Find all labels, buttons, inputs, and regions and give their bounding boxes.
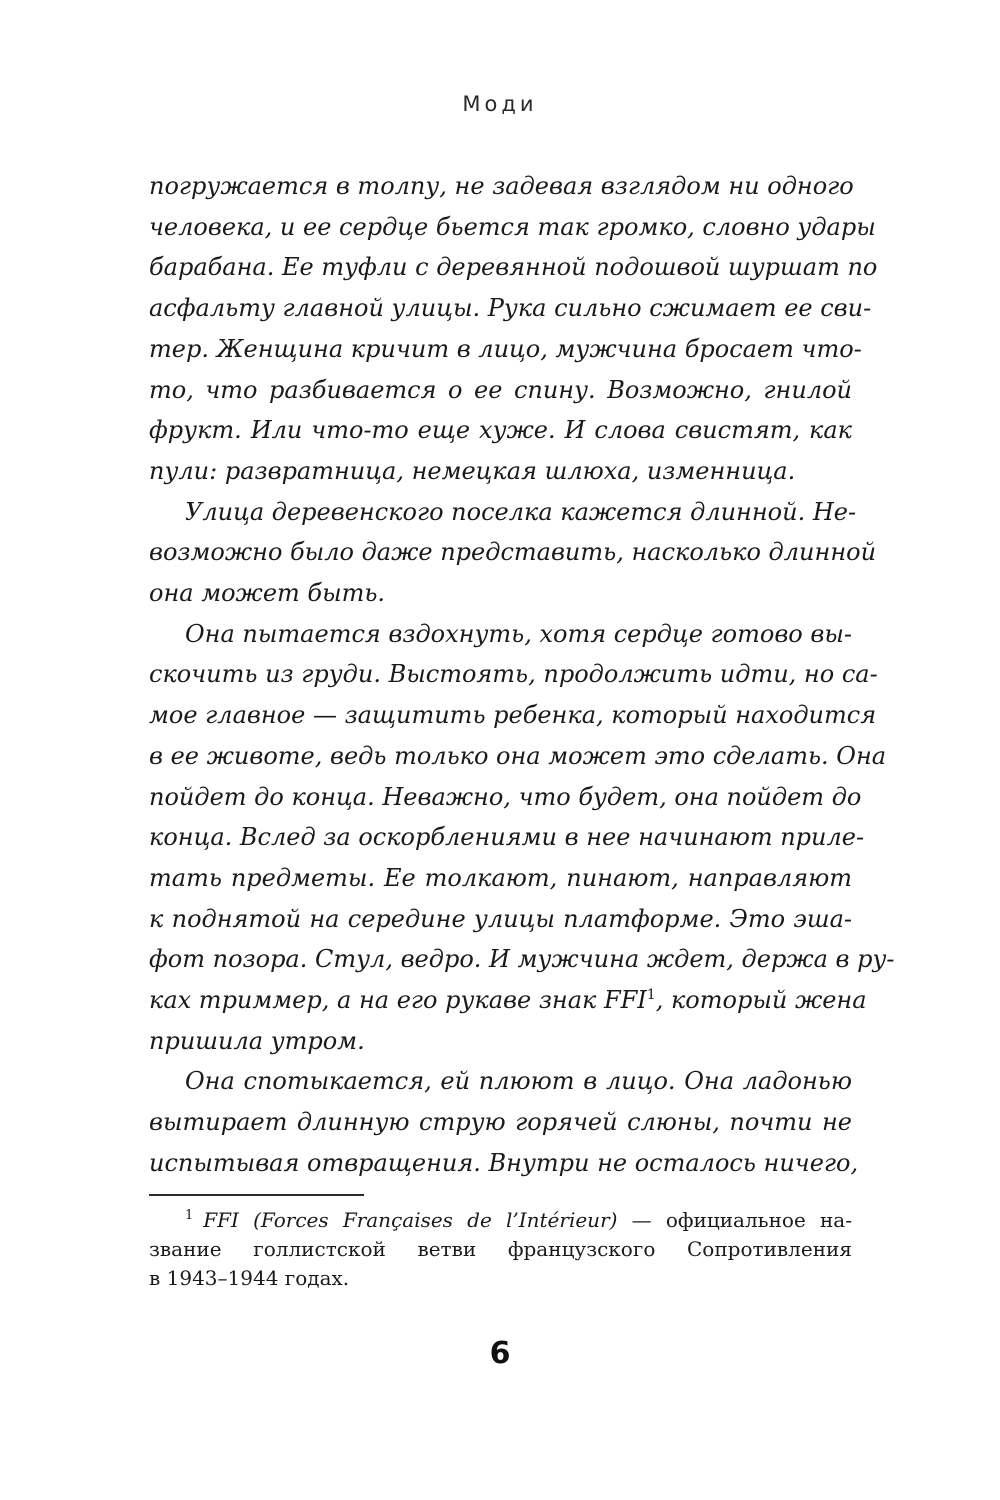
text-line: фрукт. Или что-то еще хуже. И слова свистят, как: [149, 416, 852, 445]
footnote-number: 1: [185, 1208, 194, 1224]
text-line: возможно было даже представить, насколько длинной: [149, 538, 877, 567]
text-line: скочить из груди. Выстоять, продолжить идти, но са-: [149, 660, 878, 689]
text-line: фот позора. Стул, ведро. И мужчина ждет, держа в ру-: [149, 945, 895, 974]
footnote: [149, 1206, 852, 1293]
footnote-text: — официальное на-: [617, 1208, 852, 1232]
text-line: вытирает длинную струю горячей слюны, почти не: [149, 1108, 852, 1137]
text-line: Она пытается вздохнуть, хотя сердце готово вы-: [185, 619, 852, 648]
text-line: испытывая отвращения. Внутри не осталось ничего,: [149, 1148, 859, 1177]
footnote-reference[interactable]: 1: [646, 987, 656, 1004]
text-line: погружается в толпу, не задевая взглядом ни одного: [149, 172, 854, 200]
text-line: барабана. Ее туфли с деревянной подошвой шуршат по: [149, 253, 878, 282]
text-line: то, что разбивается о ее спину. Возможно, гнилой: [149, 375, 852, 404]
running-head: Моди: [462, 92, 538, 116]
text-line: тер. Женщина кричит в лицо, мужчина бросает что-: [149, 334, 862, 363]
text-line: человека, и ее сердце бьется так громко, словно удары: [149, 212, 876, 241]
text-fragment: , который жена: [655, 986, 867, 1015]
footnote-divider: [149, 1194, 364, 1196]
text-line: к поднятой на середине улицы платформе. Это эша-: [149, 904, 852, 933]
text-line: мое главное — защитить ребенка, который находится: [149, 701, 877, 730]
text-line: Она спотыкается, ей плюют в лицо. Она ладонью: [185, 1067, 852, 1096]
body-text: [149, 166, 895, 1184]
text-line: Улица деревенского поселка кажется длинной. Не-: [185, 497, 857, 526]
text-line: конца. Вслед за оскорблениями в нее начинают приле-: [149, 823, 865, 852]
text-line: асфальту главной улицы. Рука сильно сжимает ее сви-: [149, 294, 872, 323]
text-line: в ее животе, ведь только она может это сделать. Она: [149, 741, 887, 770]
text-line: пойдет до конца. Неважно, что будет, она пойдет до: [149, 782, 862, 811]
text-line: пришила утром.: [149, 1026, 365, 1055]
paragraph-3: [149, 614, 895, 1062]
paragraph-2: [149, 492, 877, 614]
text-line: пули: развратница, немецкая шлюха, изменница.: [149, 456, 796, 485]
footnote-line: звание голлистской ветви французского Сопротивления: [149, 1237, 852, 1261]
footnote-term: FFI (Forces Françaises de l’Intérieur): [203, 1208, 618, 1232]
paragraph-1: [149, 166, 878, 492]
text-line: она может быть.: [149, 579, 386, 608]
page-number: 6: [489, 1336, 511, 1371]
footnote-line: в 1943–1944 годах.: [149, 1266, 350, 1290]
paragraph-4: [149, 1061, 859, 1183]
text-fragment: ках триммер, а на его рукаве знак FFI: [149, 986, 647, 1015]
text-line: тать предметы. Ее толкают, пинают, направляют: [149, 863, 852, 892]
footnote-line: [149, 1206, 852, 1235]
text-line-with-footnote: [149, 980, 867, 1021]
